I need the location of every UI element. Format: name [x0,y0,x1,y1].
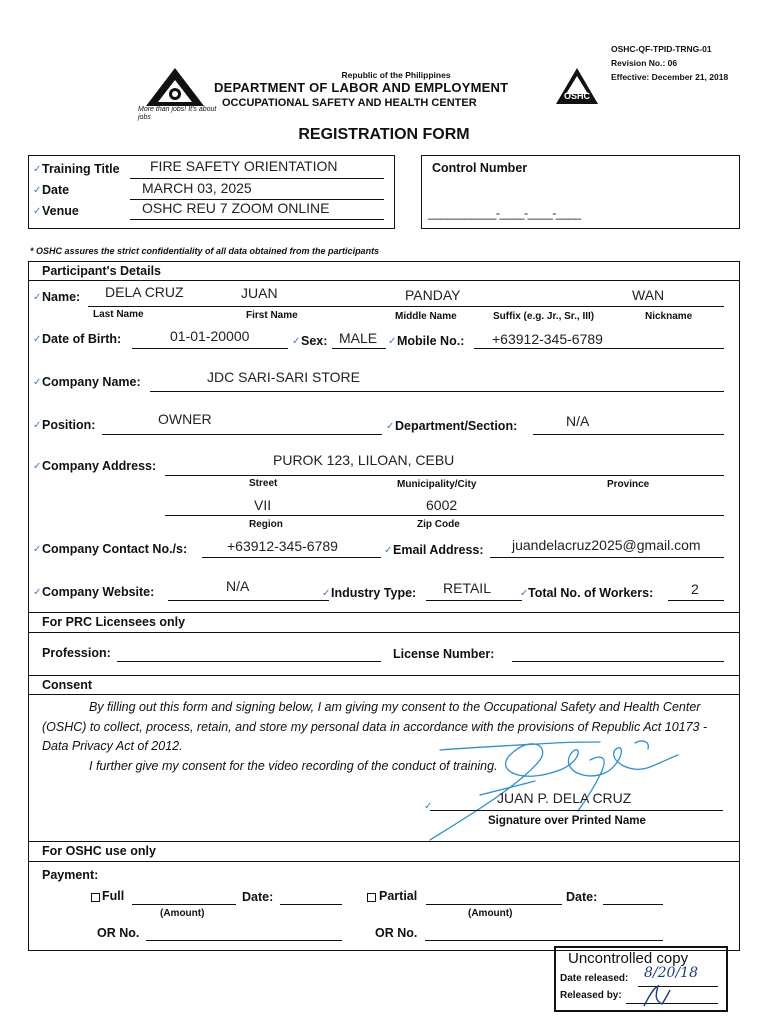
check-icon: ✓ [388,336,397,347]
mobile-label: Mobile No.: [397,334,465,348]
oshc-logo-text: OSHC [563,91,590,101]
name-label: Name: [42,290,81,304]
caption-municipality: Municipality/City [397,479,477,490]
caption-first-name: First Name [246,310,298,321]
full-amount-caption: (Amount) [160,908,205,919]
industry-line [426,600,522,601]
full-date-label: Date: [242,890,274,904]
email-label: Email Address: [393,543,484,557]
department-label: Department/Section: [395,419,518,433]
license-number-line[interactable] [512,661,724,662]
partial-or-line[interactable] [425,940,663,941]
profession-label: Profession: [42,646,111,660]
check-icon: ✓ [33,164,42,175]
email-value[interactable]: juandelacruz2025@gmail.com [512,537,701,553]
full-date-line[interactable] [280,904,342,905]
region-zip-line [165,515,724,516]
uncontrolled-copy-stamp [554,946,728,1012]
dob-value[interactable]: 01-01-20000 [170,328,250,344]
stamp-date-handwritten: 8/20/18 [644,965,698,981]
profession-line[interactable] [117,661,381,662]
divider [28,694,739,695]
check-icon: ✓ [33,377,42,388]
dob-label: Date of Birth: [42,332,122,346]
full-amount-line[interactable] [132,904,236,905]
license-number-label: License Number: [393,647,495,661]
oshc-use-section-title: For OSHC use only [42,844,156,858]
printed-name[interactable]: JUAN P. DELA CRUZ [497,790,632,806]
training-venue-label: Venue [42,204,79,218]
workers-value[interactable]: 2 [691,581,699,597]
nickname-value[interactable]: WAN [632,287,665,303]
position-line [102,434,382,435]
training-date-value[interactable]: MARCH 03, 2025 [142,180,252,196]
divider [28,675,739,676]
caption-province: Province [607,479,650,490]
signature-caption: Signature over Printed Name [488,815,646,827]
full-payment-label: Full [102,889,125,903]
partial-payment-label: Partial [379,889,418,903]
check-icon: ✓ [33,334,42,345]
training-title-value[interactable]: FIRE SAFETY ORIENTATION [150,158,338,174]
first-name-value[interactable]: JUAN [241,285,278,301]
caption-zip: Zip Code [417,519,460,530]
department-line [533,434,724,435]
check-icon: ✓ [33,544,42,555]
doc-code: OSHC-QF-TPID-TRNG-01 [611,44,712,54]
sex-value[interactable]: MALE [339,330,378,346]
check-icon: ✓ [33,292,42,303]
workers-line [668,600,724,601]
caption-suffix: Suffix (e.g. Jr., Sr., III) [493,311,595,322]
middle-name-value[interactable]: PANDAY [405,287,461,303]
address-value[interactable]: PUROK 123, LILOAN, CEBU [273,452,455,468]
full-or-line[interactable] [146,940,342,941]
participant-section-title: Participant's Details [42,264,161,278]
check-icon: ✓ [386,421,395,432]
confidentiality-note: * OSHC assures the strict confidentiality of all data obtained from the participants [30,246,380,256]
last-name-value[interactable]: DELA CRUZ [105,284,184,300]
check-icon: ✓ [384,545,393,556]
industry-type-value[interactable]: RETAIL [443,580,491,596]
check-icon: ✓ [33,587,42,598]
check-icon: ✓ [33,185,42,196]
training-title-label: Training Title [42,162,120,176]
doc-effective: Effective: December 21, 2018 [611,72,729,82]
consent-paragraph-2: I further give my consent for the video recording of the conduct of training. [89,758,498,773]
divider [28,632,739,633]
divider [28,280,739,281]
full-or-label: OR No. [97,926,140,940]
region-value[interactable]: VII [254,497,272,513]
consent-paragraph-1: By filling out this form and signing below, I am giving my consent to the Occupational Safety and Health Center (OSHC) to collect, process, retain, and store my personal data in accordance with the provisions of Republic Act 10173 - Data Privacy Act of 2012. [42,700,708,753]
divider [28,612,739,613]
partial-date-label: Date: [566,890,598,904]
stamp-date-released-label: Date released: [560,973,629,984]
check-icon: ✓ [33,206,42,217]
position-value[interactable]: OWNER [158,411,212,427]
company-name-value[interactable]: JDC SARI-SARI STORE [207,369,360,385]
website-line [168,600,329,601]
sex-label: Sex: [301,334,328,348]
sex-line [332,348,386,349]
control-number-field[interactable]: ___________-____-____-____ [428,206,581,220]
signature-line[interactable] [430,810,723,811]
department-value[interactable]: N/A [566,413,590,429]
divider [28,841,739,842]
check-icon: ✓ [322,588,331,599]
stamp-released-by-label: Released by: [560,990,622,1001]
check-icon: ✓ [33,461,42,472]
stamp-title: Uncontrolled copy [568,950,689,967]
dob-line [132,348,288,349]
doc-revision: Revision No.: 06 [611,58,678,68]
name-line [88,306,724,307]
check-icon: ✓ [424,801,433,812]
training-date-label: Date [42,183,70,197]
check-icon: ✓ [292,336,301,347]
republic-line: Republic of the Philippines [341,70,451,80]
caption-street: Street [249,478,278,489]
company-contact-value[interactable]: +63912-345-6789 [227,538,338,554]
email-line [490,557,724,558]
workers-label: Total No. of Workers: [528,586,654,600]
training-venue-line [130,219,384,220]
zip-value[interactable]: 6002 [426,497,458,513]
caption-nickname: Nickname [645,311,693,322]
check-icon: ✓ [33,420,42,431]
payment-label: Payment: [42,868,99,882]
caption-middle-name: Middle Name [395,311,457,322]
full-payment-checkbox[interactable] [91,893,100,902]
stamp-initials-icon [640,984,680,1008]
caption-last-name: Last Name [93,309,144,320]
training-title-line [130,178,384,179]
company-name-line [150,391,724,392]
company-website-value[interactable]: N/A [226,578,250,594]
dole-motto: More than jobs! It's about jobs [138,106,217,121]
dept-name: DEPARTMENT OF LABOR AND EMPLOYMENT [214,80,509,95]
form-title: REGISTRATION FORM [298,126,470,143]
prc-section-title: For PRC Licensees only [42,615,186,629]
industry-type-label: Industry Type: [331,586,417,600]
control-number-label: Control Number [432,161,528,175]
company-address-label: Company Address: [42,459,157,473]
oshc-logo [554,66,600,106]
company-name-label: Company Name: [42,375,141,389]
partial-or-label: OR No. [375,926,418,940]
company-contact-line [202,557,381,558]
consent-section-title: Consent [42,678,92,692]
mobile-value[interactable]: +63912-345-6789 [492,331,603,347]
divider [28,861,739,862]
caption-region: Region [249,519,283,530]
mobile-line [474,348,724,349]
partial-amount-caption: (Amount) [468,908,513,919]
training-venue-value[interactable]: OSHC REU 7 ZOOM ONLINE [142,200,330,216]
center-name: OCCUPATIONAL SAFETY AND HEALTH CENTER [222,97,477,109]
partial-amount-line[interactable] [426,904,562,905]
company-contact-label: Company Contact No./s: [42,542,188,556]
partial-date-line[interactable] [603,904,663,905]
partial-payment-checkbox[interactable] [367,893,376,902]
position-label: Position: [42,418,96,432]
company-website-label: Company Website: [42,585,155,599]
address-line [165,475,724,476]
check-icon: ✓ [520,588,529,599]
